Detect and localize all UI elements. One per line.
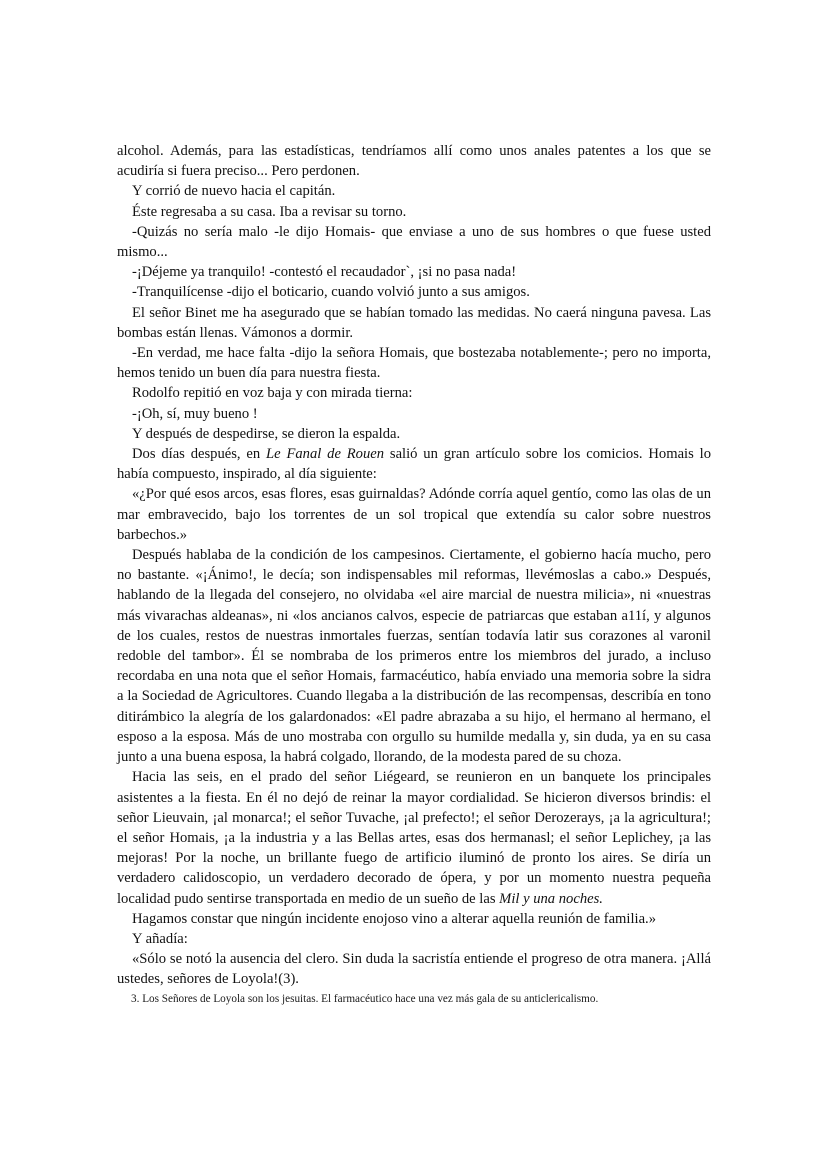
italic-title: Le Fanal de Rouen	[266, 446, 385, 463]
paragraph: alcohol. Además, para las estadísticas, tendríamos allí como unos anales patentes a los que se acudiría si fuera preciso... Pero perdonen.	[117, 143, 711, 180]
text-run: Dos días después, en	[132, 446, 267, 463]
paragraph: «Sólo se notó la ausencia del clero. Sin duda la sacristía entiende el progreso de otra manera. ¡Allá ustedes, señores de Loyola!(3).	[117, 951, 711, 988]
paragraph: «¿Por qué esos arcos, esas flores, esas guirnaldas? Adónde corría aquel gentío, como las olas de un mar embravecido, bajo los torrentes de un sol tropical que extendía su calor sobre nuestros barbechos.»	[117, 486, 711, 543]
paragraph-with-italic-title	[117, 767, 711, 908]
paragraph: Hagamos constar que ningún incidente enojoso vino a alterar aquella reunión de familia.»	[132, 910, 656, 927]
paragraph: Y corrió de nuevo hacia el capitán.	[132, 183, 336, 200]
footnote: 3. Los Señores de Loyola son los jesuitas. El farmacéutico hace una vez más gala de su anticlericalismo.	[131, 992, 599, 1005]
text-run: salió un gran artículo sobre los comicios. Homais lo había compuesto, inspirado, al día siguiente:	[117, 446, 711, 483]
italic-title: Mil y una noches.	[499, 890, 603, 907]
paragraph: Y añadía:	[132, 930, 188, 947]
paragraph: Después hablaba de la condición de los campesinos. Ciertamente, el gobierno hacía mucho, pero no bastante. «¡Ánimo!, le decía; son indispensables mil reformas, llevémoslas a cabo.» Después, hablando de la llegada del consejero, no olvidaba «el aire marcial de nuestra milicia», ni «nuestras más vivarachas aldeanas», ni «los ancianos calvos, especie de patriarcas que estaban a11í, y algunos de los cuales, restos de nuestras inmortales fuerzas, sentían todavía latir sus corazones al varonil redoble del tambor». Él se nombraba de los primeros entre los miembros del jurado, a incluso recordaba en una nota que el señor Homais, farmacéutico, había enviado una memoria sobre la sidra a la Sociedad de Agricultores. Cuando llegaba a la distribución de las recompensas, describía en tono ditirámbico la alegría de los galardonados: «El padre abrazaba a su hijo, el hermano al hermano, el esposo a la esposa. Más de uno mostraba con orgullo su humilde medalla y, sin duda, ya en su casa junto a una buena esposa, la habrá colgado, llorando, de la modesta pared de su choza.	[117, 547, 711, 766]
paragraph: -Quizás no sería malo -le dijo Homais- que enviase a uno de sus hombres o que fuese usted mismo...	[117, 223, 711, 261]
paragraph: Y después de despedirse, se dieron la espalda.	[132, 425, 401, 442]
paragraph-with-italic-title	[117, 444, 711, 484]
paragraph: -En verdad, me hace falta -dijo la señora Homais, que bostezaba notablemente-; pero no importa, hemos tenido un buen día para nuestra fiesta.	[117, 345, 711, 382]
text-column	[117, 141, 711, 1007]
paragraph: -¡Déjeme ya tranquilo! -contestó el recaudador`, ¡si no pasa nada!	[132, 264, 517, 281]
text-run: Hacia las seis, en el prado del señor Liégeard, se reunieron en un banquete los principales asistentes a la fiesta. En él no dejó de reinar la mayor cordialidad. Se hicieron diversos brindis: el señor Lieuvain, ¡al monarca!; el señor Tuvache, ¡al prefecto!; el señor Derozerays, ¡a la agricultura!; el señor Homais, ¡a la industria y a las Bellas artes, esas dos hermanasl; el señor Leplichey, ¡a las mejoras! Por la noche, un brillante fuego de artificio iluminó de pronto los aires. Se diría un verdadero calidoscopio, un verdadero decorado de ópera, y por un momento nuestra pequeña localidad pudo sentirse transportada en medio de un sueño de las	[117, 769, 711, 907]
paragraph: El señor Binet me ha asegurado que se habían tomado las medidas. No caerá ninguna pavesa. Las bombas están llenas. Vámonos a dormir.	[117, 304, 711, 341]
paragraph: Éste regresaba a su casa. Iba a revisar su torno.	[132, 203, 407, 220]
paragraph: -Tranquilícense -dijo el boticario, cuando volvió junto a sus amigos.	[132, 284, 530, 301]
paragraph: -¡Oh, sí, muy bueno !	[132, 405, 258, 422]
paragraph: Rodolfo repitió en voz baja y con mirada tierna:	[132, 385, 413, 402]
